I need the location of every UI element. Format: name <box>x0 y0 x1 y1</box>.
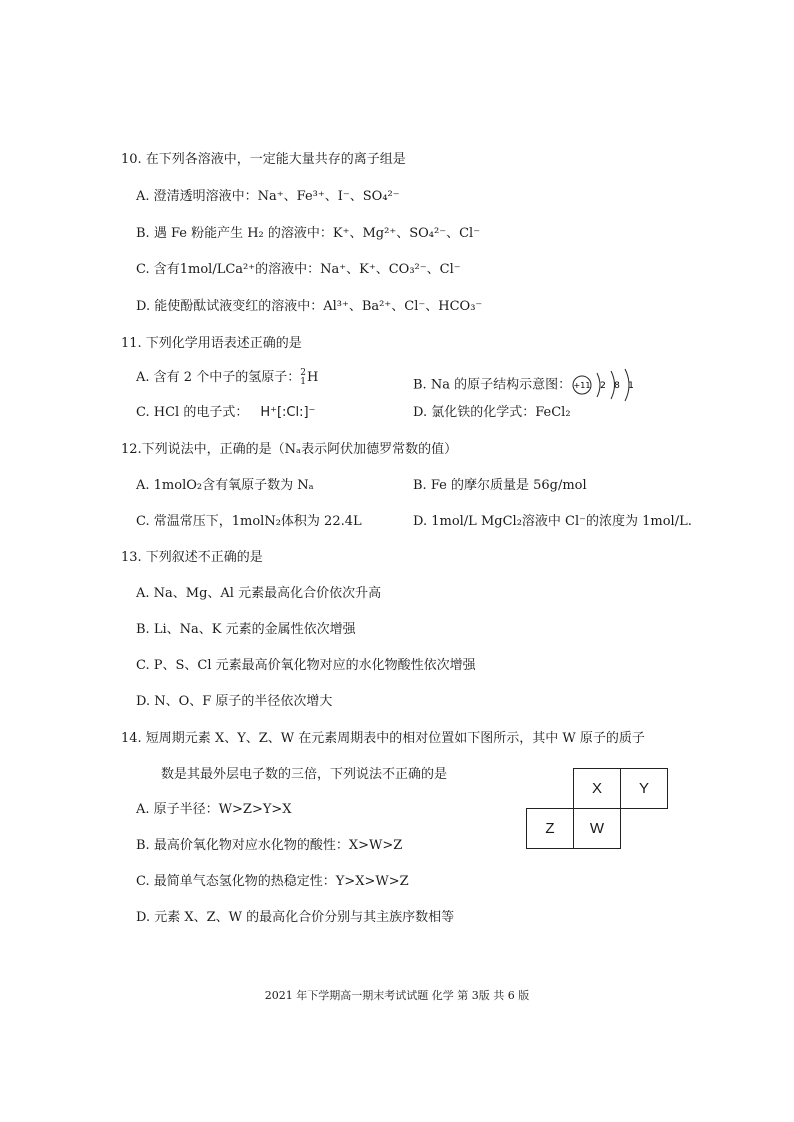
shell-electrons-2: 8 <box>614 381 620 391</box>
q14-stem-line1: 14. 短周期元素 X、Y、Z、W 在元素周期表中的相对位置如下图所示，其中 W 原子的质子 <box>121 731 645 746</box>
q14-option-d: D. 元素 X、Z、W 的最高化合价分别与其主族序数相等 <box>136 910 455 925</box>
q14-option-b: B. 最高价氧化物对应水化物的酸性：X>W>Z <box>136 838 403 853</box>
element-x-cell: X <box>574 769 621 809</box>
q13-option-a: A. Na、Mg、Al 元素最高化合价依次升高 <box>136 586 382 601</box>
isotope-notation: 2 1 <box>300 367 306 387</box>
hcl-electron-formula: H⁺[:Cl:]⁻ <box>260 405 316 420</box>
q11-option-b: B. Na 的原子结构示意图： +11 2 8 1 <box>413 368 643 402</box>
page-footer: 2021 年下学期高一期末考试试题 化学 第 3版 共 6 版 <box>264 989 530 1002</box>
shell-electrons-1: 2 <box>600 381 606 391</box>
q10-option-a: A. 澄清透明溶液中：Na⁺、Fe³⁺、I⁻、SO₄²⁻ <box>136 189 400 204</box>
element-y-cell: Y <box>621 769 668 809</box>
q13-option-c: C. P、S、Cl 元素最高价氧化物对应的水化物酸性依次增强 <box>136 658 476 673</box>
q11-stem: 11. 下列化学用语表述正确的是 <box>121 336 302 351</box>
q12-option-a: A. 1molO₂含有氧原子数为 Nₐ <box>136 478 314 493</box>
q14-option-c: C. 最简单气态氢化物的热稳定性：Y>X>W>Z <box>136 874 409 889</box>
q11-option-c: C. HCl 的电子式： H⁺[:Cl:]⁻ <box>136 405 316 420</box>
q13-stem: 13. 下列叙述不正确的是 <box>121 550 263 565</box>
q10-option-b: B. 遇 Fe 粉能产生 H₂ 的溶液中：K⁺、Mg²⁺、SO₄²⁻、Cl⁻ <box>136 226 481 241</box>
q10-option-c: C. 含有1mol/LCa²⁺的溶液中：Na⁺、K⁺、CO₃²⁻、Cl⁻ <box>136 262 461 277</box>
q12-option-b: B. Fe 的摩尔质量是 56g/mol <box>413 478 587 493</box>
element-z-cell: Z <box>527 809 574 849</box>
q14-option-a: A. 原子半径：W>Z>Y>X <box>136 802 292 817</box>
q12-stem: 12.下列说法中，正确的是（Nₐ表示阿伏加德罗常数的值） <box>121 442 458 457</box>
q11-option-a: A. 含有 2 个中子的氢原子：2 1H <box>136 367 319 387</box>
q10-option-d: D. 能使酚酞试液变红的溶液中：Al³⁺、Ba²⁺、Cl⁻、HCO₃⁻ <box>136 299 483 314</box>
sodium-atom-structure-diagram <box>571 368 643 402</box>
table-empty-cell <box>621 809 668 849</box>
atom-nucleus-label: +11 <box>573 381 591 390</box>
q12-option-d: D. 1mol/L MgCl₂溶液中 Cl⁻的浓度为 1mol/L. <box>413 514 692 529</box>
periodic-table-fragment <box>526 768 668 849</box>
q12-option-c: C. 常温常压下，1molN₂体积为 22.4L <box>136 514 362 529</box>
q10-stem: 10. 在下列各溶液中，一定能大量共存的离子组是 <box>121 152 406 167</box>
shell-electrons-3: 1 <box>628 381 634 391</box>
q13-option-b: B. Li、Na、K 元素的金属性依次增强 <box>136 622 356 637</box>
element-w-cell: W <box>574 809 621 849</box>
q11-option-d: D. 氯化铁的化学式：FeCl₂ <box>413 405 571 420</box>
q13-option-d: D. N、O、F 原子的半径依次增大 <box>136 694 333 709</box>
table-empty-cell <box>527 769 574 809</box>
q14-stem-line2: 数是其最外层电子数的三倍，下列说法不正确的是 <box>161 767 448 782</box>
